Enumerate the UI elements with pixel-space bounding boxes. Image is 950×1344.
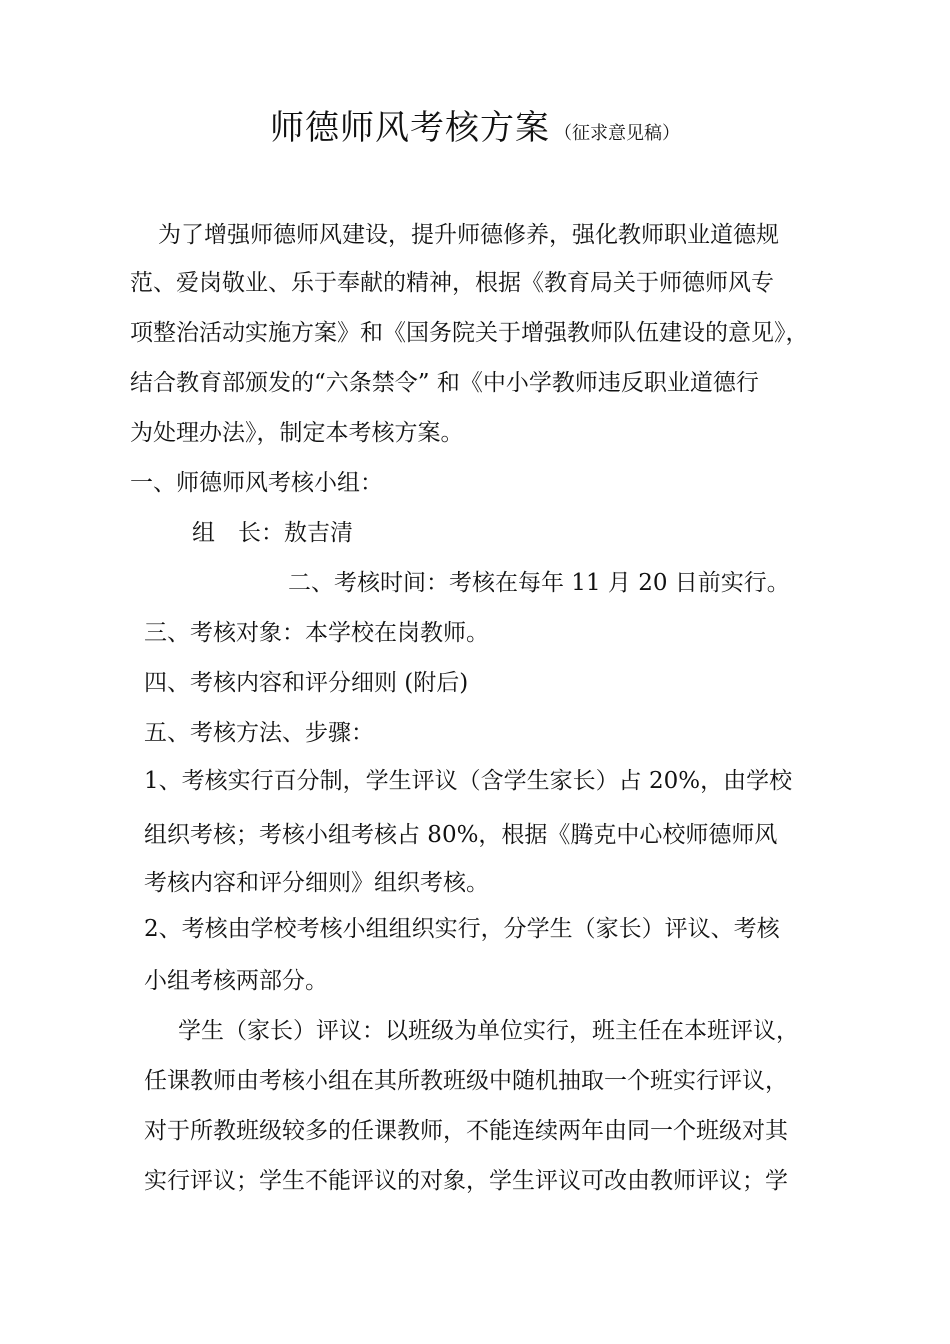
- intro-line-4: 结合教育部颁发的“六条禁令” 和《中小学教师违反职业道德行: [130, 370, 759, 396]
- item2-line-1: 2、考核由学校考核小组组织实行，分学生（家长）评议、考核: [144, 916, 780, 942]
- section5-heading: 五、考核方法、步骤：: [144, 720, 374, 746]
- student-eval-line-4: 实行评议；学生不能评议的对象，学生评议可改由教师评议；学: [144, 1168, 788, 1194]
- title-row: [0, 100, 950, 149]
- item1-line-3: 考核内容和评分细则》组织考核。: [144, 870, 489, 896]
- item1-line-1: 1、考核实行百分制，学生评议（含学生家长）占 20%，由学校: [144, 768, 793, 794]
- intro-line-3: 项整治活动实施方案》和《国务院关于增强教师队伍建设的意见》，: [130, 320, 809, 346]
- section2-line: 二、考核时间：考核在每年 11 月 20 日前实行。: [288, 570, 790, 596]
- intro-line-1: 为了增强师德师风建设，提升师德修养，强化教师职业道德规: [158, 222, 779, 248]
- section1-heading: 一、师德师风考核小组：: [130, 470, 383, 496]
- intro-line-2: 范、爱岗敬业、乐于奉献的精神，根据《教育局关于师德师风专: [130, 270, 774, 296]
- document-subtitle: （征求意见稿）: [554, 123, 680, 144]
- intro-line-5: 为处理办法》，制定本考核方案。: [130, 420, 464, 446]
- section3-line: 三、考核对象：本学校在岗教师。: [144, 620, 489, 646]
- section4-line: 四、考核内容和评分细则 (附后): [144, 670, 469, 696]
- student-eval-line-1: 学生（家长）评议：以班级为单位实行，班主任在本班评议，: [178, 1018, 799, 1044]
- section1-leader: 组 长：敖吉清: [192, 520, 353, 546]
- student-eval-line-2: 任课教师由考核小组在其所教班级中随机抽取一个班实行评议，: [144, 1068, 788, 1094]
- student-eval-line-3: 对于所教班级较多的任课教师，不能连续两年由同一个班级对其: [144, 1118, 788, 1144]
- document-title: 师德师风考核方案: [270, 108, 550, 148]
- item2-line-2: 小组考核两部分。: [144, 968, 328, 994]
- item1-line-2: 组织考核；考核小组考核占 80%，根据《腾克中心校师德师风: [144, 822, 778, 848]
